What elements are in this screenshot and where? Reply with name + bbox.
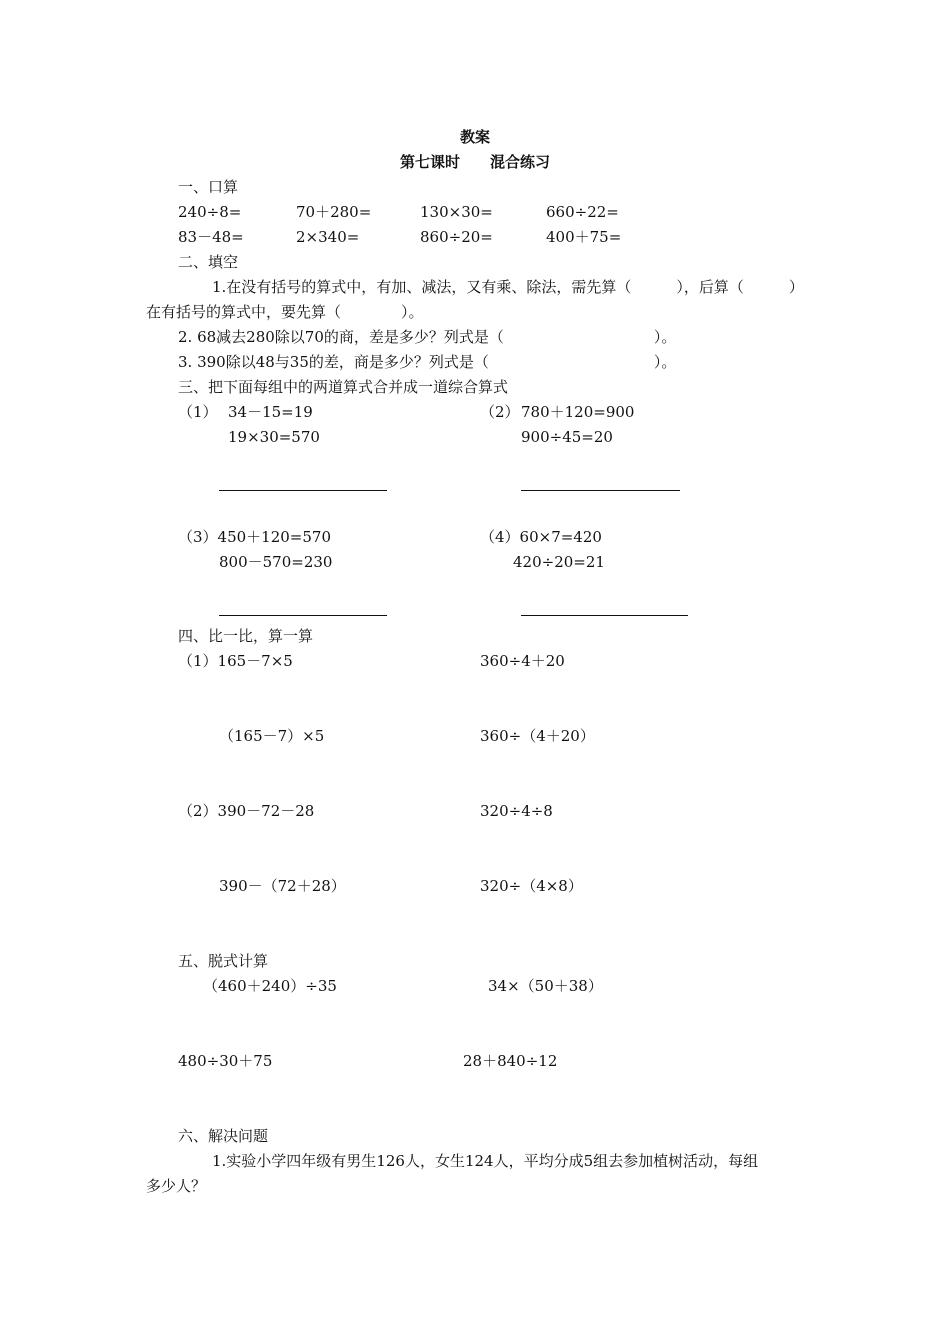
expression: （2）390－72－28 bbox=[178, 802, 315, 820]
word-problem-1: 1.实验小学四年级有男生126人，女生124人，平均分成5组去参加植树活动，每组 bbox=[212, 1152, 759, 1170]
expression: 28＋840÷12 bbox=[463, 1052, 558, 1070]
section-heading-step-calculation: 五、脱式计算 bbox=[178, 952, 269, 970]
expression: 34×（50＋38） bbox=[488, 977, 603, 995]
fill-blank-question-2: 2. 68减去280除以70的商，差是多少？列式是（ ）。 bbox=[178, 328, 677, 346]
group-label: （1） bbox=[178, 403, 218, 421]
answer-line[interactable] bbox=[219, 490, 387, 491]
mental-math-item: 660÷22= bbox=[546, 203, 619, 221]
word-problem-1-continued: 多少人？ bbox=[146, 1177, 207, 1195]
expression: （1）165－7×5 bbox=[178, 652, 293, 670]
answer-line[interactable] bbox=[219, 615, 387, 616]
expression: 360÷4＋20 bbox=[480, 652, 565, 670]
equation: （3）450＋120=570 bbox=[178, 528, 332, 546]
fill-blank-question-1-continued: 在有括号的算式中，要先算（ ）。 bbox=[146, 303, 424, 321]
mental-math-item: 860÷20= bbox=[420, 228, 493, 246]
mental-math-item: 400＋75= bbox=[546, 228, 622, 246]
equation: 780＋120=900 bbox=[521, 403, 635, 421]
equation: 19×30=570 bbox=[228, 428, 320, 446]
page-title: 教案 bbox=[459, 128, 490, 146]
equation: 420÷20=21 bbox=[513, 553, 605, 571]
section-heading-compare-calculate: 四、比一比，算一算 bbox=[178, 627, 314, 645]
expression: 390－（72＋28） bbox=[219, 877, 346, 895]
mental-math-item: 83－48= bbox=[178, 228, 244, 246]
expression: 320÷4÷8 bbox=[480, 802, 553, 820]
equation: 34－15=19 bbox=[228, 403, 313, 421]
equation: 900÷45=20 bbox=[521, 428, 613, 446]
group-label: （2） bbox=[480, 403, 520, 421]
section-heading-combine-equations: 三、把下面每组中的两道算式合并成一道综合算式 bbox=[178, 378, 509, 396]
fill-blank-question-3: 3. 390除以48与35的差，商是多少？列式是（ ）。 bbox=[178, 353, 677, 371]
lesson-subtitle: 第七课时 混合练习 bbox=[399, 153, 550, 171]
expression: 360÷（4＋20） bbox=[480, 727, 595, 745]
answer-line[interactable] bbox=[521, 490, 680, 491]
mental-math-item: 70＋280= bbox=[296, 203, 372, 221]
mental-math-item: 2×340= bbox=[296, 228, 360, 246]
expression: 480÷30＋75 bbox=[178, 1052, 273, 1070]
expression: 320÷（4×8） bbox=[480, 877, 583, 895]
equation: 800－570=230 bbox=[219, 553, 333, 571]
mental-math-item: 130×30= bbox=[420, 203, 493, 221]
expression: （165－7）×5 bbox=[219, 727, 325, 745]
section-heading-fill-blanks: 二、填空 bbox=[178, 253, 239, 271]
section-heading-mental-math: 一、口算 bbox=[178, 178, 239, 196]
mental-math-item: 240÷8= bbox=[178, 203, 242, 221]
equation: （4）60×7=420 bbox=[480, 528, 602, 546]
fill-blank-question-1: 1.在没有括号的算式中，有加、减法，又有乘、除法，需先算（ ），后算（ ） bbox=[212, 278, 804, 296]
section-heading-problem-solving: 六、解决问题 bbox=[178, 1127, 269, 1145]
expression: （460＋240）÷35 bbox=[203, 977, 337, 995]
answer-line[interactable] bbox=[521, 615, 688, 616]
